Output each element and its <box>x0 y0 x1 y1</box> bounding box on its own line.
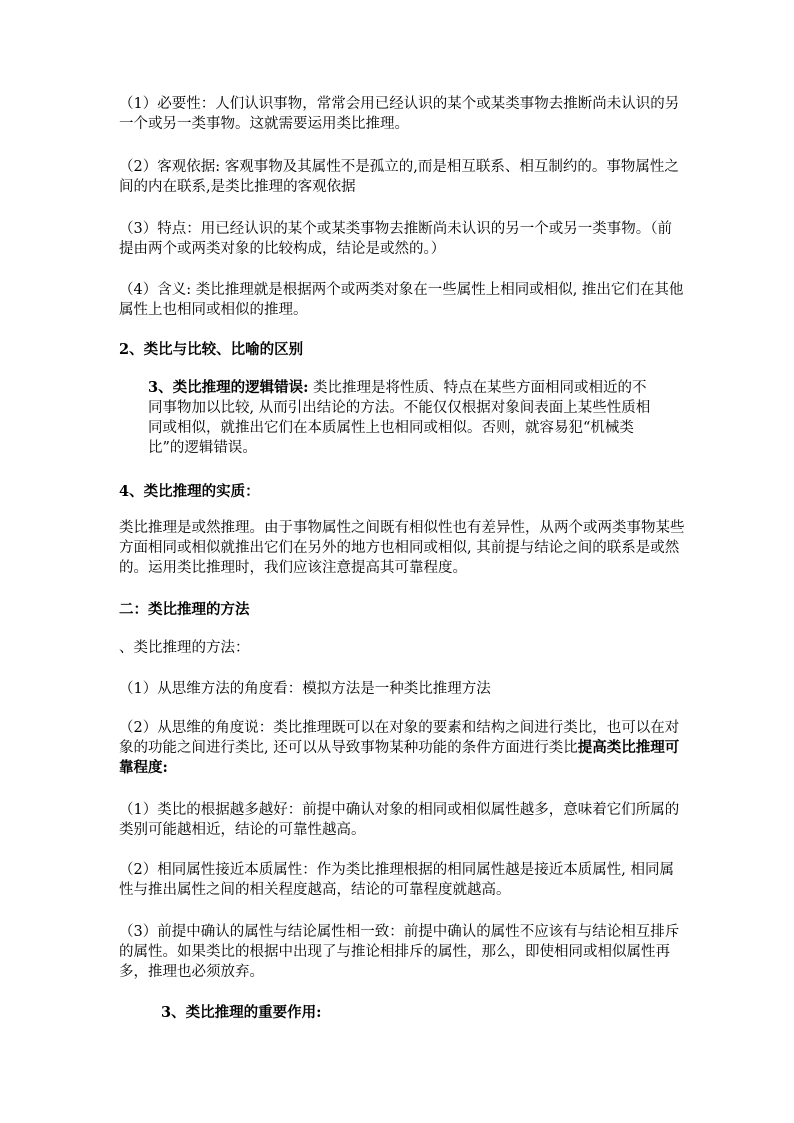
heading-section-methods: 二：类比推理的方法 <box>119 601 250 618</box>
heading-analogy-comparison: 2、类比与比较、比喻的区别 <box>119 341 304 358</box>
heading-improve-reliability: 提高类比推理可靠程度: <box>119 739 680 776</box>
paragraph-essence: 类比推理是或然推理。由于事物属性之间既有相似性也有差异性，从两个或两类事物某些方面相同或相似就推出它们在另外的地方也相同或相似, 其前提与结论之间的联系是或然的。运用类比推理时，我们应该注意提高其可靠程度。 <box>119 520 685 576</box>
heading-essence: 4、类比推理的实质： <box>119 483 260 500</box>
paragraph-method-perspective <box>119 718 685 778</box>
paragraph-more-basis: （1）类比的根据越多越好：前提中确认对象的相同或相似属性越多，意味着它们所属的类别可能越相近，结论的可靠性越高。 <box>119 802 680 838</box>
paragraph-essential-attributes: （2）相同属性接近本质属性：作为类比推理根据的相同属性越是接近本质属性, 相同属性与推出属性之间的相关程度越高，结论的可靠程度就越高。 <box>119 862 674 898</box>
method-perspective-text: （2）从思维的角度说：类比推理既可以在对象的要素和结构之间进行类比，也可以在对象的功能之间进行类比, 还可以从导致事物某种功能的条件方面进行类比 <box>119 720 680 756</box>
paragraph-method-thinking: （1）从思维方法的角度看：模拟方法是一种类比推理方法 <box>119 681 491 697</box>
important-role-prefix: 3、类比推理的 <box>161 1004 259 1021</box>
paragraph-objective-basis: （2）客观依据: 客观事物及其属性不是孤立的,而是相互联系、相互制约的。事物属性之间的内在联系,是类比推理的客观依据 <box>119 159 679 195</box>
paragraph-necessity: （1）必要性：人们认识事物，常常会用已经认识的某个或某类事物去推断尚未认识的另一个或另一类事物。这就需要运用类比推理。 <box>119 96 680 132</box>
paragraph-consistent-attributes: （3）前提中确认的属性与结论属性相一致：前提中确认的属性不应该有与结论相互排斥的属性。如果类比的根据中出现了与推论相排斥的属性，那么，即使相同或相似属性再多，推理也必须放弃。 <box>119 924 680 980</box>
paragraph-logical-errors <box>148 378 653 458</box>
heading-logical-errors: 3、类比推理的逻辑错误: <box>148 379 309 396</box>
logical-errors-text: 类比推理是将性质、特点在某些方面相同或相近的不同事物加以比较, 从而引出结论的方法。不能仅仅根据对象间表面上某些性质相同或相似，就推出它们在本质属性上也相同或相似。否则，就容易犯“机械类比”的逻辑错误。 <box>148 380 651 456</box>
important-role-label: 重要作用: <box>258 1004 322 1021</box>
heading-important-role <box>161 1003 727 1023</box>
paragraph-definition: （4）含义: 类比推理就是根据两个或两类对象在一些属性上相同或相似, 推出它们在其他属性上也相同或相似的推理。 <box>119 282 684 318</box>
paragraph-characteristics: （3）特点：用已经认识的某个或某类事物去推断尚未认识的另一个或另一类事物。（前提由两个或两类对象的比较构成，结论是或然的。） <box>119 221 672 257</box>
paragraph-methods-intro: 、类比推理的方法： <box>119 640 250 656</box>
